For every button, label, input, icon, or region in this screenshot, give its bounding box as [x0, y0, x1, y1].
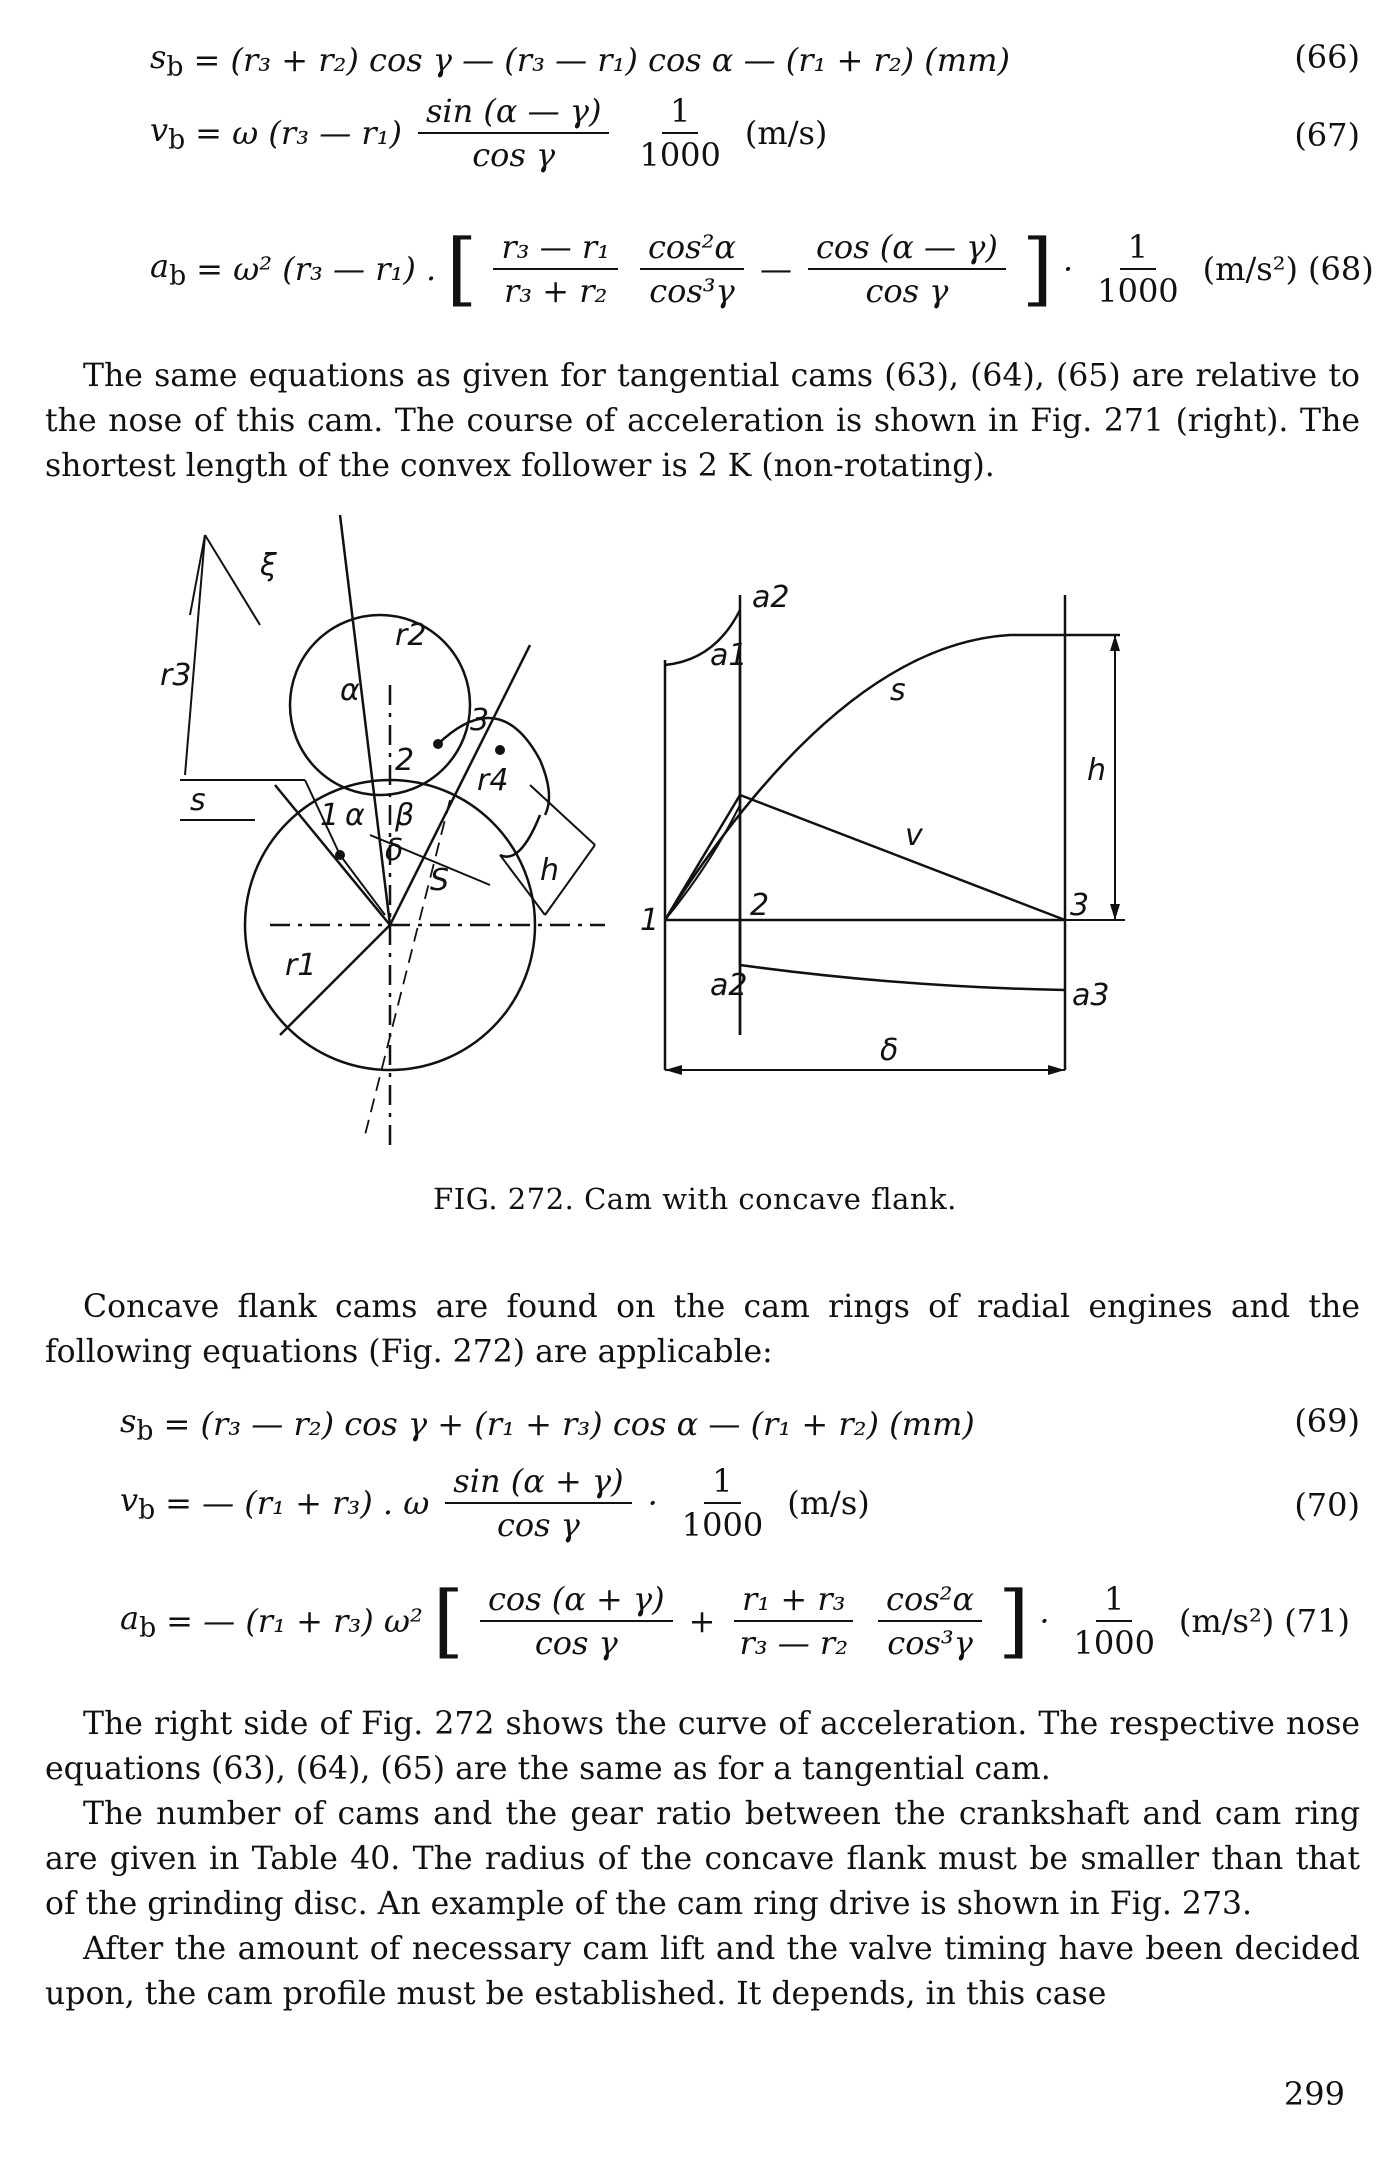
equation-70: $v_b$ = — (r₁ + r₃) . ω $\frac{\sin (\alpha + \gamma)}{\text{cos γ}}$ · $\frac{1}{1000}$ (m/s) (70) — [120, 1462, 1360, 1544]
figure-caption: FIG. 272. Cam with concave flank. — [433, 1182, 957, 1216]
equation-number: (69) — [1294, 1402, 1360, 1440]
paragraph-2: Concave flank cams are found on the cam rings of radial engines and the following equations (Fig. 272) are applicable: — [45, 1289, 1360, 1370]
label-r1: r1 — [285, 948, 317, 983]
label-r3: r3 — [160, 658, 192, 693]
figure-272 — [160, 535, 1230, 1165]
velocity-curve-v — [665, 795, 1065, 920]
label-point-1: 1 — [320, 798, 340, 833]
label-curve-v: v — [905, 818, 923, 853]
label-a1: a1 — [710, 638, 748, 673]
label-point-2: 2 — [395, 743, 415, 778]
equation-68: $a_b$ = ω² (r₃ — r₁) . [ $\frac{\text{r₃ — r₁}}{\text{r₃ + r₂}}$ $\frac{\text{cos²α}}{\text{cos³γ}}$ — $\frac{\cos (\alpha — \gamma)}{\text{cos γ}}$ ] · $\frac{1}{1000}$ (m/s²) (68) — [150, 222, 1374, 315]
label-beta: β — [395, 798, 415, 833]
label-chart-1: 1 — [640, 903, 660, 938]
equation-71: $a_b$ = — (r₁ + r₃) ω² [ $\frac{\cos (\alpha + \gamma)}{\text{cos γ}}$ + $\frac{\text{r₁ + r₃}}{\text{r₃ — r₂}}$ $\frac{\text{cos²α}}{\text{cos³γ}}$ ] · $\frac{1}{1000}$ (m/s²) (71) — [120, 1574, 1350, 1667]
equation-expression: = (r₃ + r₂) cos γ — (r₃ — r₁) cos α — (r₁ + r₂) (mm) — [193, 41, 1010, 80]
label-h: h — [540, 853, 560, 888]
paragraph-5: After the amount of necessary cam lift and the valve timing have been decided upon, the cam profile must be established. It depends, in this case — [45, 1931, 1360, 2012]
cam-nose — [500, 815, 540, 857]
paragraph-1: The same equations as given for tangential cams (63), (64), (65) are relative to the nose of this cam. The course of acceleration is shown in Fig. 271 (right). The shortest length of the convex follower is 2 K (non-rotating). — [45, 358, 1360, 484]
label-xi: ξ — [260, 548, 277, 583]
label-chart-delta: δ — [880, 1033, 899, 1068]
paragraph-4: The number of cams and the gear ratio between the crankshaft and cam ring are given in Table 40. The radius of the concave flank must be smaller than that of the grinding disc. An example of the cam ring drive is shown in Fig. 273. — [45, 1796, 1360, 1922]
label-point-3: 3 — [470, 703, 490, 738]
equation-69: $s_b$ = (r₃ — r₂) cos γ + (r₁ + r₃) cos α — (r₁ + r₂) (mm) (69) — [120, 1402, 1360, 1447]
label-chart-2: 2 — [750, 888, 770, 923]
label-a2-top: a2 — [752, 580, 790, 615]
equation-67: $v_b$ = ω (r₃ — r₁) $\frac{\sin (\alpha — \gamma)}{\text{cos γ}}$ $\frac{1}{1000}$ (m/s) (67) — [150, 92, 1360, 174]
circle-r2 — [290, 615, 470, 795]
label-curve-h: h — [1087, 753, 1107, 788]
page-number: 299 — [1283, 2075, 1345, 2113]
label-chart-3: 3 — [1070, 888, 1090, 923]
label-alpha-arc: α — [340, 673, 360, 708]
point-markers — [335, 635, 1120, 1075]
equation-66: $s_b$ = (r₃ + r₂) cos γ — (r₃ — r₁) cos α — (r₁ + r₂) (mm) (66) — [150, 38, 1360, 83]
label-a2-bottom: a2 — [710, 968, 748, 1003]
cam-diagram — [160, 535, 1230, 1165]
label-a3: a3 — [1072, 978, 1110, 1013]
label-curve-s: s — [890, 673, 906, 708]
label-S: S — [430, 863, 450, 898]
equation-number: (66) — [1294, 38, 1360, 76]
label-r4: r4 — [477, 763, 509, 798]
label-alpha: α — [345, 798, 365, 833]
paragraph-3: The right side of Fig. 272 shows the curve of acceleration. The respective nose equations (63), (64), (65) are the same as for a tangential cam. — [45, 1706, 1360, 1787]
label-s: s — [190, 783, 206, 818]
equation-number: (67) — [1294, 116, 1360, 154]
label-r2: r2 — [395, 618, 427, 653]
equation-number: (70) — [1294, 1486, 1360, 1524]
accel-curve-a2-a3 — [740, 965, 1065, 990]
label-delta: δ — [385, 833, 404, 868]
